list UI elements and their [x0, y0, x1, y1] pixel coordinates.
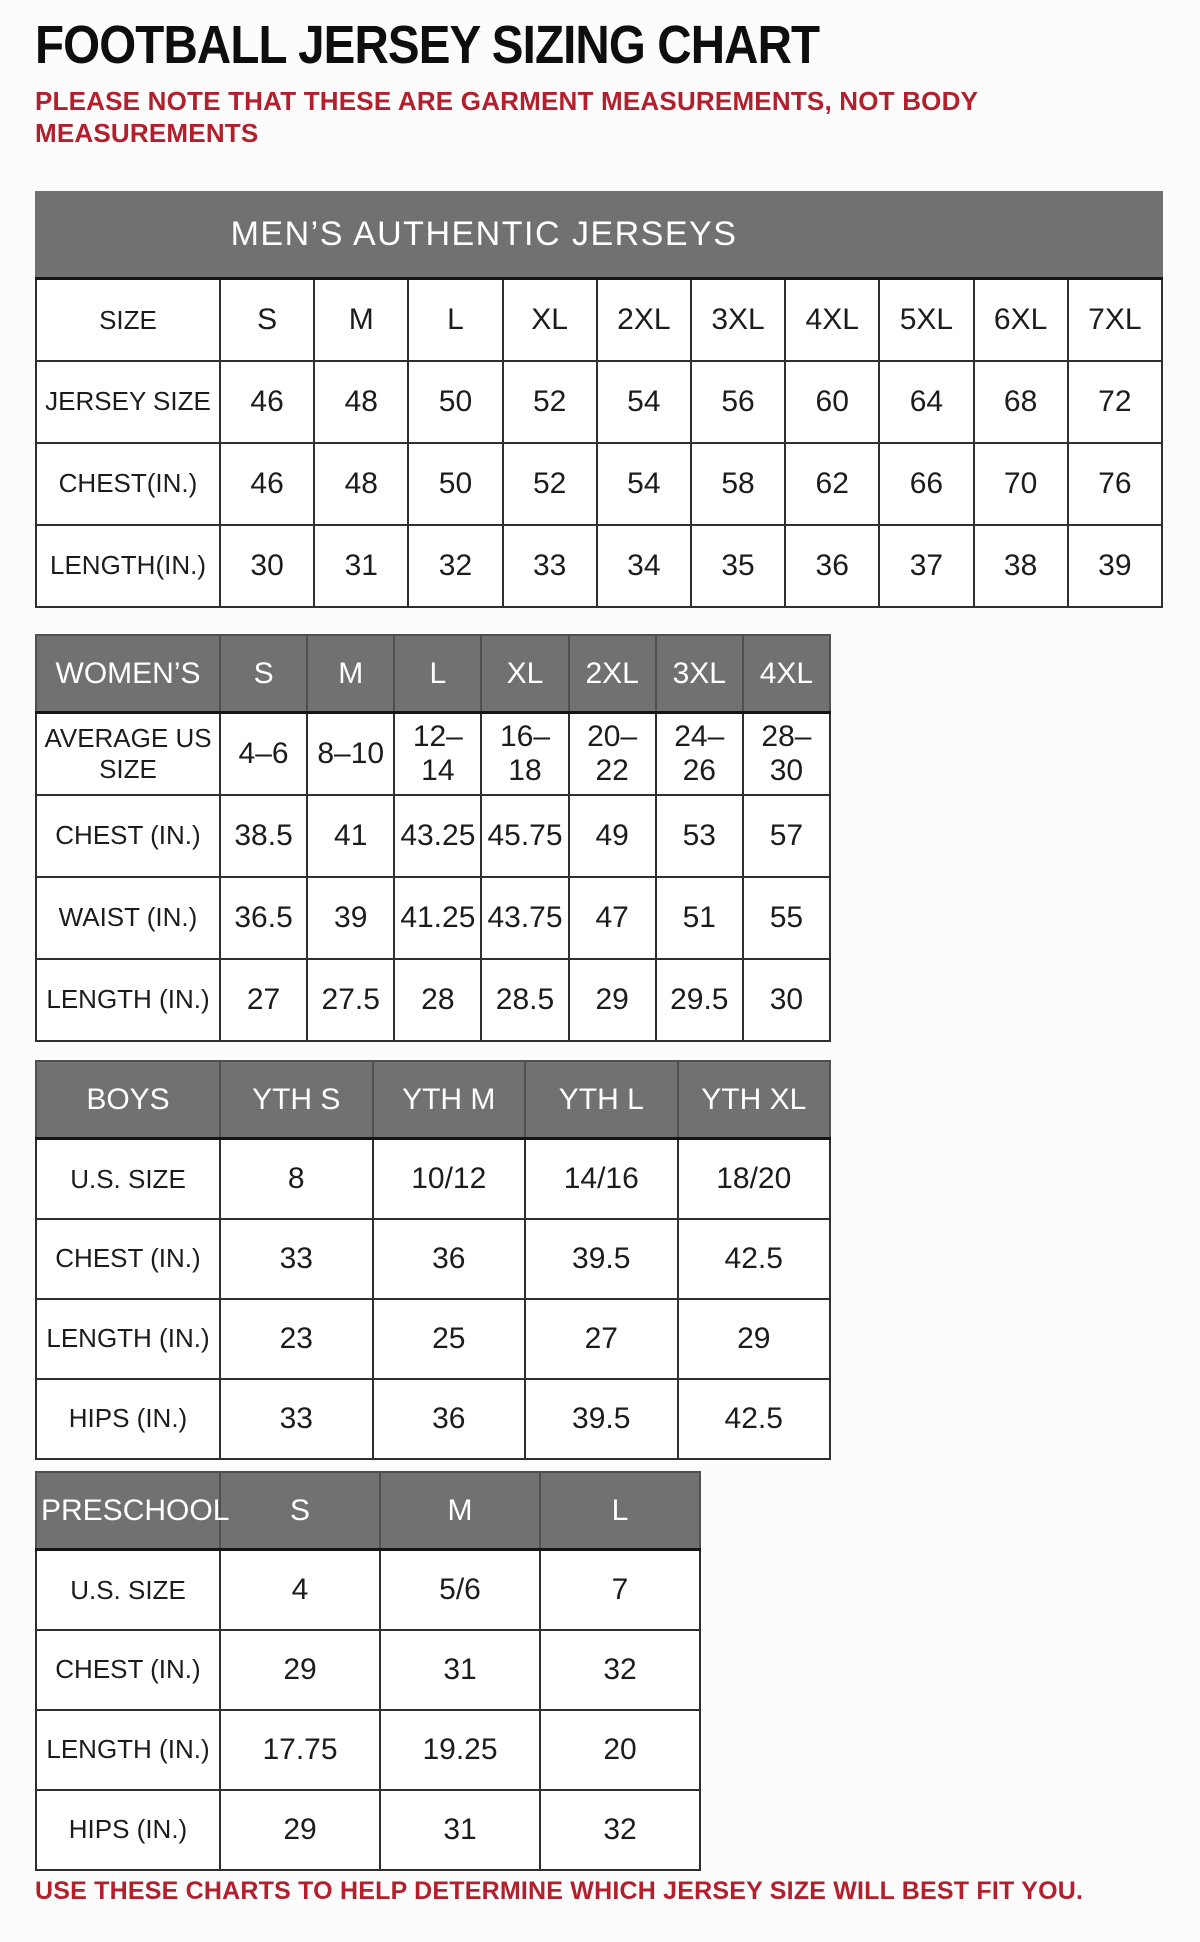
value-cell: S	[220, 279, 314, 361]
value-cell: 17.75	[220, 1710, 380, 1790]
garment-measurements-note: PLEASE NOTE THAT THESE ARE GARMENT MEASUREMENTS, NOT BODY MEASUREMENTS	[35, 86, 978, 148]
row-label: SIZE	[36, 279, 220, 361]
row-label: CHEST (IN.)	[36, 1630, 220, 1710]
value-cell: 62	[785, 443, 879, 525]
value-cell: 28	[394, 959, 481, 1041]
value-cell: 16–18	[481, 713, 568, 795]
value-cell: 33	[503, 525, 597, 607]
value-cell: 28–30	[743, 713, 830, 795]
value-cell: 41	[307, 795, 394, 877]
column-header: YTH S	[220, 1061, 373, 1139]
value-cell: XL	[503, 279, 597, 361]
value-cell: M	[314, 279, 408, 361]
table-row	[36, 959, 830, 1041]
boys-table-section	[35, 1060, 1170, 1460]
value-cell: 43.25	[394, 795, 481, 877]
value-cell: 70	[974, 443, 1068, 525]
value-cell: 18/20	[678, 1139, 831, 1219]
value-cell: 39.5	[525, 1379, 678, 1459]
value-cell: 54	[597, 361, 691, 443]
value-cell: 12–14	[394, 713, 481, 795]
value-cell: 29	[569, 959, 656, 1041]
value-cell: 39	[307, 877, 394, 959]
value-cell: 30	[220, 525, 314, 607]
value-cell: 36	[373, 1219, 526, 1299]
value-cell: 19.25	[380, 1710, 540, 1790]
value-cell: 38	[974, 525, 1068, 607]
value-cell: 10/12	[373, 1139, 526, 1219]
value-cell: 31	[314, 525, 408, 607]
value-cell: 57	[743, 795, 830, 877]
column-header: S	[220, 1472, 380, 1550]
column-header: S	[220, 635, 307, 713]
value-cell: 42.5	[678, 1219, 831, 1299]
value-cell: 35	[691, 525, 785, 607]
value-cell: 58	[691, 443, 785, 525]
value-cell: 45.75	[481, 795, 568, 877]
row-label: LENGTH (IN.)	[36, 1299, 220, 1379]
table-row	[36, 795, 830, 877]
row-label: WAIST (IN.)	[36, 877, 220, 959]
row-label: LENGTH (IN.)	[36, 1710, 220, 1790]
value-cell: 32	[540, 1790, 700, 1870]
value-cell: 41.25	[394, 877, 481, 959]
table-row	[36, 361, 1162, 443]
table-row	[36, 1710, 700, 1790]
row-label: HIPS (IN.)	[36, 1379, 220, 1459]
value-cell: 50	[408, 361, 502, 443]
value-cell: 64	[879, 361, 973, 443]
table-title-cell: PRESCHOOL	[36, 1472, 220, 1550]
value-cell: 36	[373, 1379, 526, 1459]
value-cell: 51	[656, 877, 743, 959]
table-row	[36, 1630, 700, 1710]
table-row	[36, 1550, 700, 1630]
value-cell: 4XL	[785, 279, 879, 361]
value-cell: 3XL	[691, 279, 785, 361]
value-cell: 14/16	[525, 1139, 678, 1219]
value-cell: 36.5	[220, 877, 307, 959]
row-label: AVERAGE US SIZE	[36, 713, 220, 795]
value-cell: 7	[540, 1550, 700, 1630]
value-cell: 27	[525, 1299, 678, 1379]
value-cell: 48	[314, 443, 408, 525]
column-header: 2XL	[569, 635, 656, 713]
value-cell: 55	[743, 877, 830, 959]
value-cell: 4	[220, 1550, 380, 1630]
value-cell: 48	[314, 361, 408, 443]
value-cell: 23	[220, 1299, 373, 1379]
column-header: M	[307, 635, 394, 713]
value-cell: 30	[743, 959, 830, 1041]
value-cell: 5XL	[879, 279, 973, 361]
column-header: M	[380, 1472, 540, 1550]
value-cell: 4–6	[220, 713, 307, 795]
value-cell: 68	[974, 361, 1068, 443]
value-cell: 38.5	[220, 795, 307, 877]
value-cell: 25	[373, 1299, 526, 1379]
value-cell: 49	[569, 795, 656, 877]
value-cell: 29	[220, 1790, 380, 1870]
value-cell: 31	[380, 1630, 540, 1710]
value-cell: 76	[1068, 443, 1162, 525]
table-row	[36, 443, 1162, 525]
table-row	[36, 1790, 700, 1870]
value-cell: L	[408, 279, 502, 361]
row-label: CHEST (IN.)	[36, 1219, 220, 1299]
value-cell: 50	[408, 443, 502, 525]
value-cell: 24–26	[656, 713, 743, 795]
value-cell: 7XL	[1068, 279, 1162, 361]
value-cell: 8–10	[307, 713, 394, 795]
value-cell: 52	[503, 361, 597, 443]
value-cell: 2XL	[597, 279, 691, 361]
table-row	[36, 525, 1162, 607]
mens-jerseys-banner: MEN’S AUTHENTIC JERSEYS	[35, 191, 1163, 277]
table-row	[36, 1299, 830, 1379]
value-cell: 36	[785, 525, 879, 607]
value-cell: 72	[1068, 361, 1162, 443]
value-cell: 47	[569, 877, 656, 959]
table-row	[36, 713, 830, 795]
womens-table-section	[35, 634, 1170, 1042]
value-cell: 60	[785, 361, 879, 443]
column-header: L	[540, 1472, 700, 1550]
boys-sizing-table	[35, 1060, 831, 1460]
row-label: U.S. SIZE	[36, 1139, 220, 1219]
value-cell: 28.5	[481, 959, 568, 1041]
preschool-table-section	[35, 1471, 1170, 1871]
value-cell: 43.75	[481, 877, 568, 959]
table-title-cell: BOYS	[36, 1061, 220, 1139]
table-row	[36, 1219, 830, 1299]
value-cell: 34	[597, 525, 691, 607]
value-cell: 33	[220, 1379, 373, 1459]
value-cell: 56	[691, 361, 785, 443]
value-cell: 39	[1068, 525, 1162, 607]
value-cell: 8	[220, 1139, 373, 1219]
column-header: 3XL	[656, 635, 743, 713]
column-header: YTH XL	[678, 1061, 831, 1139]
value-cell: 66	[879, 443, 973, 525]
value-cell: 46	[220, 361, 314, 443]
value-cell: 39.5	[525, 1219, 678, 1299]
value-cell: 54	[597, 443, 691, 525]
row-label: LENGTH (IN.)	[36, 959, 220, 1041]
row-label: CHEST (IN.)	[36, 795, 220, 877]
womens-sizing-table	[35, 634, 831, 1042]
size-header-row	[36, 1061, 830, 1139]
row-label: LENGTH(IN.)	[36, 525, 220, 607]
table-row	[36, 279, 1162, 361]
page-title: FOOTBALL JERSEY SIZING CHART	[35, 15, 820, 75]
value-cell: 20–22	[569, 713, 656, 795]
value-cell: 5/6	[380, 1550, 540, 1630]
footer-note: USE THESE CHARTS TO HELP DETERMINE WHICH JERSEY SIZE WILL BEST FIT YOU.	[35, 1876, 1084, 1905]
value-cell: 27	[220, 959, 307, 1041]
value-cell: 32	[408, 525, 502, 607]
column-header: 4XL	[743, 635, 830, 713]
value-cell: 32	[540, 1630, 700, 1710]
size-header-row	[36, 1472, 700, 1550]
mens-table-section	[35, 191, 1170, 608]
value-cell: 20	[540, 1710, 700, 1790]
value-cell: 29	[678, 1299, 831, 1379]
value-cell: 29.5	[656, 959, 743, 1041]
row-label: JERSEY SIZE	[36, 361, 220, 443]
value-cell: 46	[220, 443, 314, 525]
column-header: L	[394, 635, 481, 713]
row-label: U.S. SIZE	[36, 1550, 220, 1630]
size-header-row	[36, 635, 830, 713]
value-cell: 31	[380, 1790, 540, 1870]
value-cell: 6XL	[974, 279, 1068, 361]
column-header: XL	[481, 635, 568, 713]
value-cell: 27.5	[307, 959, 394, 1041]
preschool-sizing-table	[35, 1471, 701, 1871]
value-cell: 52	[503, 443, 597, 525]
value-cell: 42.5	[678, 1379, 831, 1459]
value-cell: 33	[220, 1219, 373, 1299]
row-label: HIPS (IN.)	[36, 1790, 220, 1870]
mens-sizing-table	[35, 277, 1163, 608]
value-cell: 29	[220, 1630, 380, 1710]
table-title-cell: WOMEN’S	[36, 635, 220, 713]
column-header: YTH M	[373, 1061, 526, 1139]
value-cell: 53	[656, 795, 743, 877]
table-row	[36, 1139, 830, 1219]
row-label: CHEST(IN.)	[36, 443, 220, 525]
value-cell: 37	[879, 525, 973, 607]
table-row	[36, 877, 830, 959]
table-row	[36, 1379, 830, 1459]
column-header: YTH L	[525, 1061, 678, 1139]
